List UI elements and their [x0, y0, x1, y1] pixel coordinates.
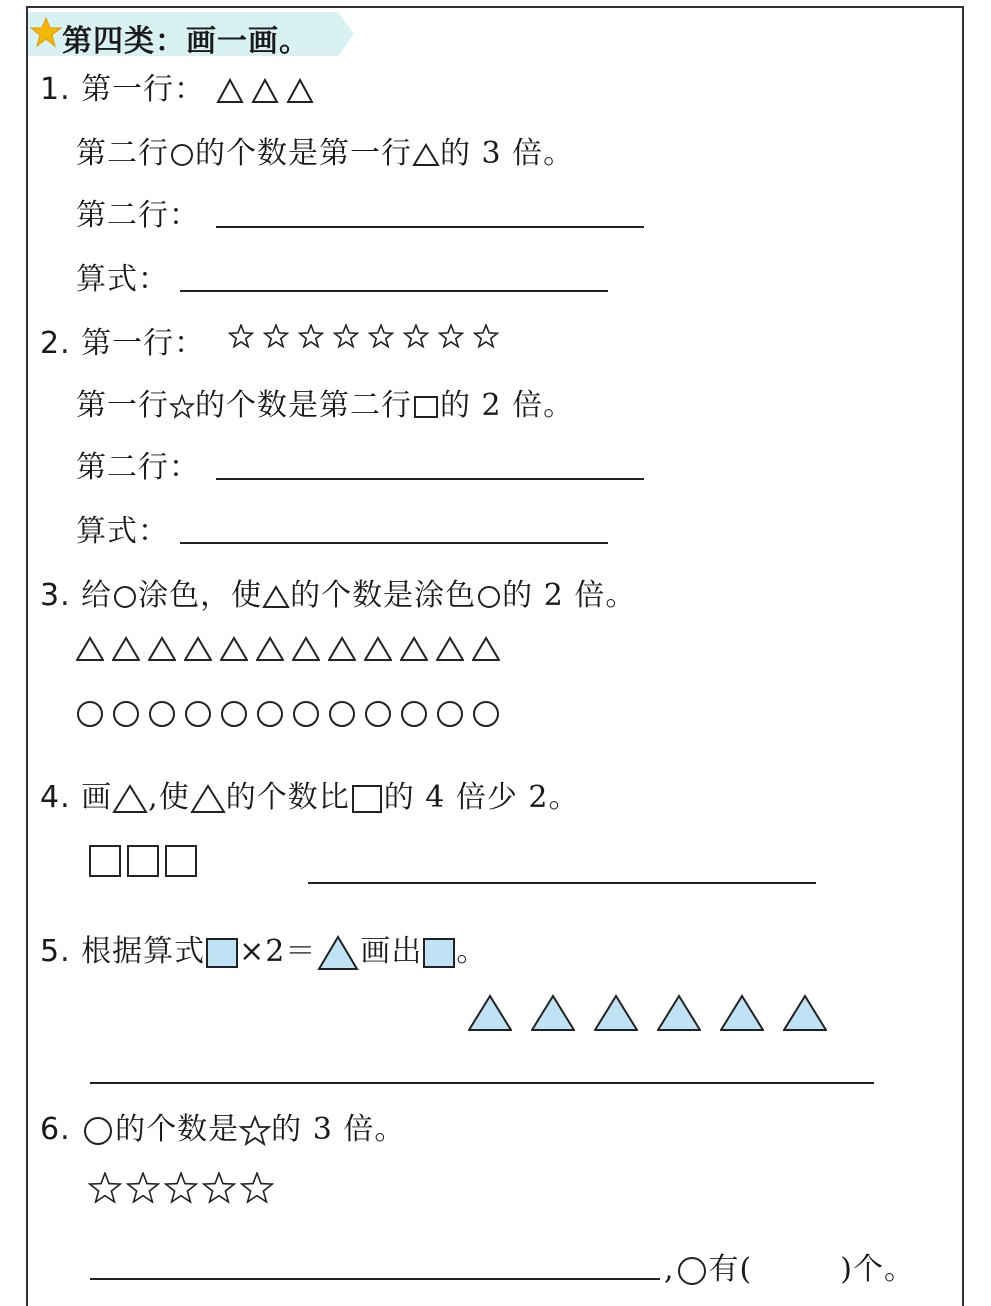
q6-answer-part-c: )个。: [840, 1252, 915, 1287]
q1-row1-label: 第一行：: [81, 72, 206, 107]
outline-square-shape: [88, 844, 122, 878]
blue-square-icon: [422, 936, 456, 970]
outline-triangle-shape: [328, 636, 356, 662]
blue-triangle-shape: [531, 994, 575, 1032]
q2-row2-answer-line[interactable]: [216, 478, 644, 480]
circle-icon: [112, 584, 138, 610]
q6-number: 6.: [40, 1112, 71, 1147]
outline-star-shape: [240, 1172, 274, 1206]
triangles-row-icon: [216, 76, 314, 106]
q6-answer-comma: ,: [664, 1252, 675, 1287]
q3-text-d: 的 2 倍。: [502, 578, 637, 613]
star-icon: [239, 1115, 271, 1147]
q5-text-d: 。: [456, 934, 488, 969]
outline-circle-shape: [400, 700, 428, 728]
outline-circle-shape: [256, 700, 284, 728]
outline-triangle-shape: [256, 636, 284, 662]
section-title: 第四类：画一画。: [62, 24, 310, 59]
outline-star-shape: [368, 324, 394, 350]
q3-text-a: 给: [81, 578, 113, 613]
outline-star-shape: [298, 324, 324, 350]
outline-circle-shape: [292, 700, 320, 728]
q4-answer-line[interactable]: [308, 882, 816, 884]
triangle-icon: [412, 142, 440, 168]
q1-prompt-part-c: 的 3 倍。: [440, 136, 575, 171]
q6-text-a: 的个数是: [115, 1112, 240, 1147]
blue-triangle-shape: [783, 994, 827, 1032]
q6-text-b: 的 3 倍。: [271, 1112, 406, 1147]
circle-icon: [675, 1255, 709, 1287]
q1-prompt-part-b: 的个数是第一行: [195, 136, 412, 171]
outline-circle-shape: [148, 700, 176, 728]
circle-icon: [476, 584, 502, 610]
square-icon: [350, 783, 384, 815]
q4-text-d: 的 4 倍少 2。: [383, 780, 580, 815]
circles-row[interactable]: [76, 700, 508, 728]
q4-text-c: 的个数比: [225, 780, 350, 815]
outline-star-shape: [263, 324, 289, 350]
outline-circle-shape: [112, 700, 140, 728]
outline-triangle-shape: [436, 636, 464, 662]
q6-prompt: [40, 1104, 405, 1148]
q2-number: 2.: [40, 326, 71, 361]
star-icon: [169, 394, 195, 420]
outline-triangle-shape: [112, 636, 140, 662]
q2-row1: [40, 318, 205, 362]
q4-number: 4.: [40, 780, 71, 815]
blue-square-icon: [205, 936, 239, 970]
outline-star-shape: [126, 1172, 160, 1206]
outline-triangle-shape: [472, 636, 500, 662]
section-banner: [28, 12, 354, 59]
q5-prompt: [40, 926, 487, 972]
q1-prompt-part-a: 第二行: [76, 136, 169, 171]
q5-number: 5.: [40, 934, 71, 969]
gold-star-icon: [30, 16, 62, 48]
outline-triangle-shape: [292, 636, 320, 662]
outline-circle-shape: [472, 700, 500, 728]
outline-triangle-shape: [400, 636, 428, 662]
q3-text-c: 的个数是涂色: [290, 578, 477, 613]
triangle-icon: [112, 783, 148, 815]
stars-row: [228, 324, 508, 350]
q1-row1: [40, 64, 314, 108]
blue-triangle-shape: [657, 994, 701, 1032]
outline-star-shape: [333, 324, 359, 350]
outline-circle-shape: [328, 700, 356, 728]
outline-triangle-shape: [220, 636, 248, 662]
q5-answer-line[interactable]: [90, 1082, 874, 1084]
q2-prompt-part-b: 的个数是第二行: [195, 388, 412, 423]
q1-formula-label: 算式：: [76, 262, 169, 297]
triangle-icon: [190, 783, 226, 815]
q2-formula-answer-line[interactable]: [180, 542, 608, 544]
q4-text-b: ,使: [148, 780, 190, 815]
q2-row2-label: 第二行：: [76, 450, 200, 485]
q2-prompt-part-c: 的 2 倍。: [440, 388, 575, 423]
outline-star-shape: [438, 324, 464, 350]
q3-text-b: 涂色，使: [138, 578, 263, 613]
outline-star-shape: [473, 324, 499, 350]
blue-triangle-shape: [720, 994, 764, 1032]
q1-row2-answer-line[interactable]: [216, 226, 644, 228]
q2-formula-label: 算式：: [76, 514, 169, 549]
q4-prompt: [40, 772, 580, 816]
q6-answer-part-b: 有(: [708, 1252, 753, 1287]
blue-triangles-row: [468, 994, 846, 1032]
q3-prompt: [40, 570, 636, 614]
q2-row1-label: 第一行：: [81, 326, 206, 361]
triangles-row: [76, 636, 508, 662]
outline-triangle-shape: [364, 636, 392, 662]
outline-star-shape: [228, 324, 254, 350]
banner-arrow-tip: [338, 12, 354, 56]
outline-star-shape: [164, 1172, 198, 1206]
outline-circle-shape: [364, 700, 392, 728]
blue-triangle-shape: [468, 994, 512, 1032]
q2-prompt-part-a: 第一行: [76, 388, 169, 423]
triangle-icon: [262, 584, 290, 610]
blue-triangle-shape: [594, 994, 638, 1032]
outline-square-shape: [126, 844, 160, 878]
q5-text-c: 画出: [360, 934, 423, 969]
outline-circle-shape: [436, 700, 464, 728]
q1-prompt: [76, 128, 574, 172]
outline-star-shape: [202, 1172, 236, 1206]
outline-circle-shape: [184, 700, 212, 728]
q3-number: 3.: [40, 578, 71, 613]
outline-square-shape: [164, 844, 198, 878]
blue-triangle-icon: [316, 934, 360, 972]
outline-circle-shape: [220, 700, 248, 728]
q1-formula-answer-line[interactable]: [180, 290, 608, 292]
circle-icon: [81, 1115, 115, 1147]
q4-text-a: 画: [81, 780, 113, 815]
square-icon: [412, 394, 440, 420]
stars-row-small: [88, 1172, 278, 1206]
squares-row: [88, 844, 202, 878]
q2-prompt: [76, 380, 574, 424]
outline-circle-shape: [76, 700, 104, 728]
outline-triangle-shape: [148, 636, 176, 662]
circle-icon: [169, 142, 195, 168]
q5-text-b: ×2＝: [239, 934, 317, 969]
q1-number: 1.: [40, 72, 71, 107]
outline-star-shape: [403, 324, 429, 350]
q5-text-a: 根据算式: [81, 934, 206, 969]
outline-star-shape: [88, 1172, 122, 1206]
q6-answer: [664, 1244, 915, 1288]
q6-drawing-line[interactable]: [90, 1278, 660, 1280]
outline-triangle-shape: [184, 636, 212, 662]
q1-row2-label: 第二行：: [76, 198, 200, 233]
outline-triangle-shape: [76, 636, 104, 662]
